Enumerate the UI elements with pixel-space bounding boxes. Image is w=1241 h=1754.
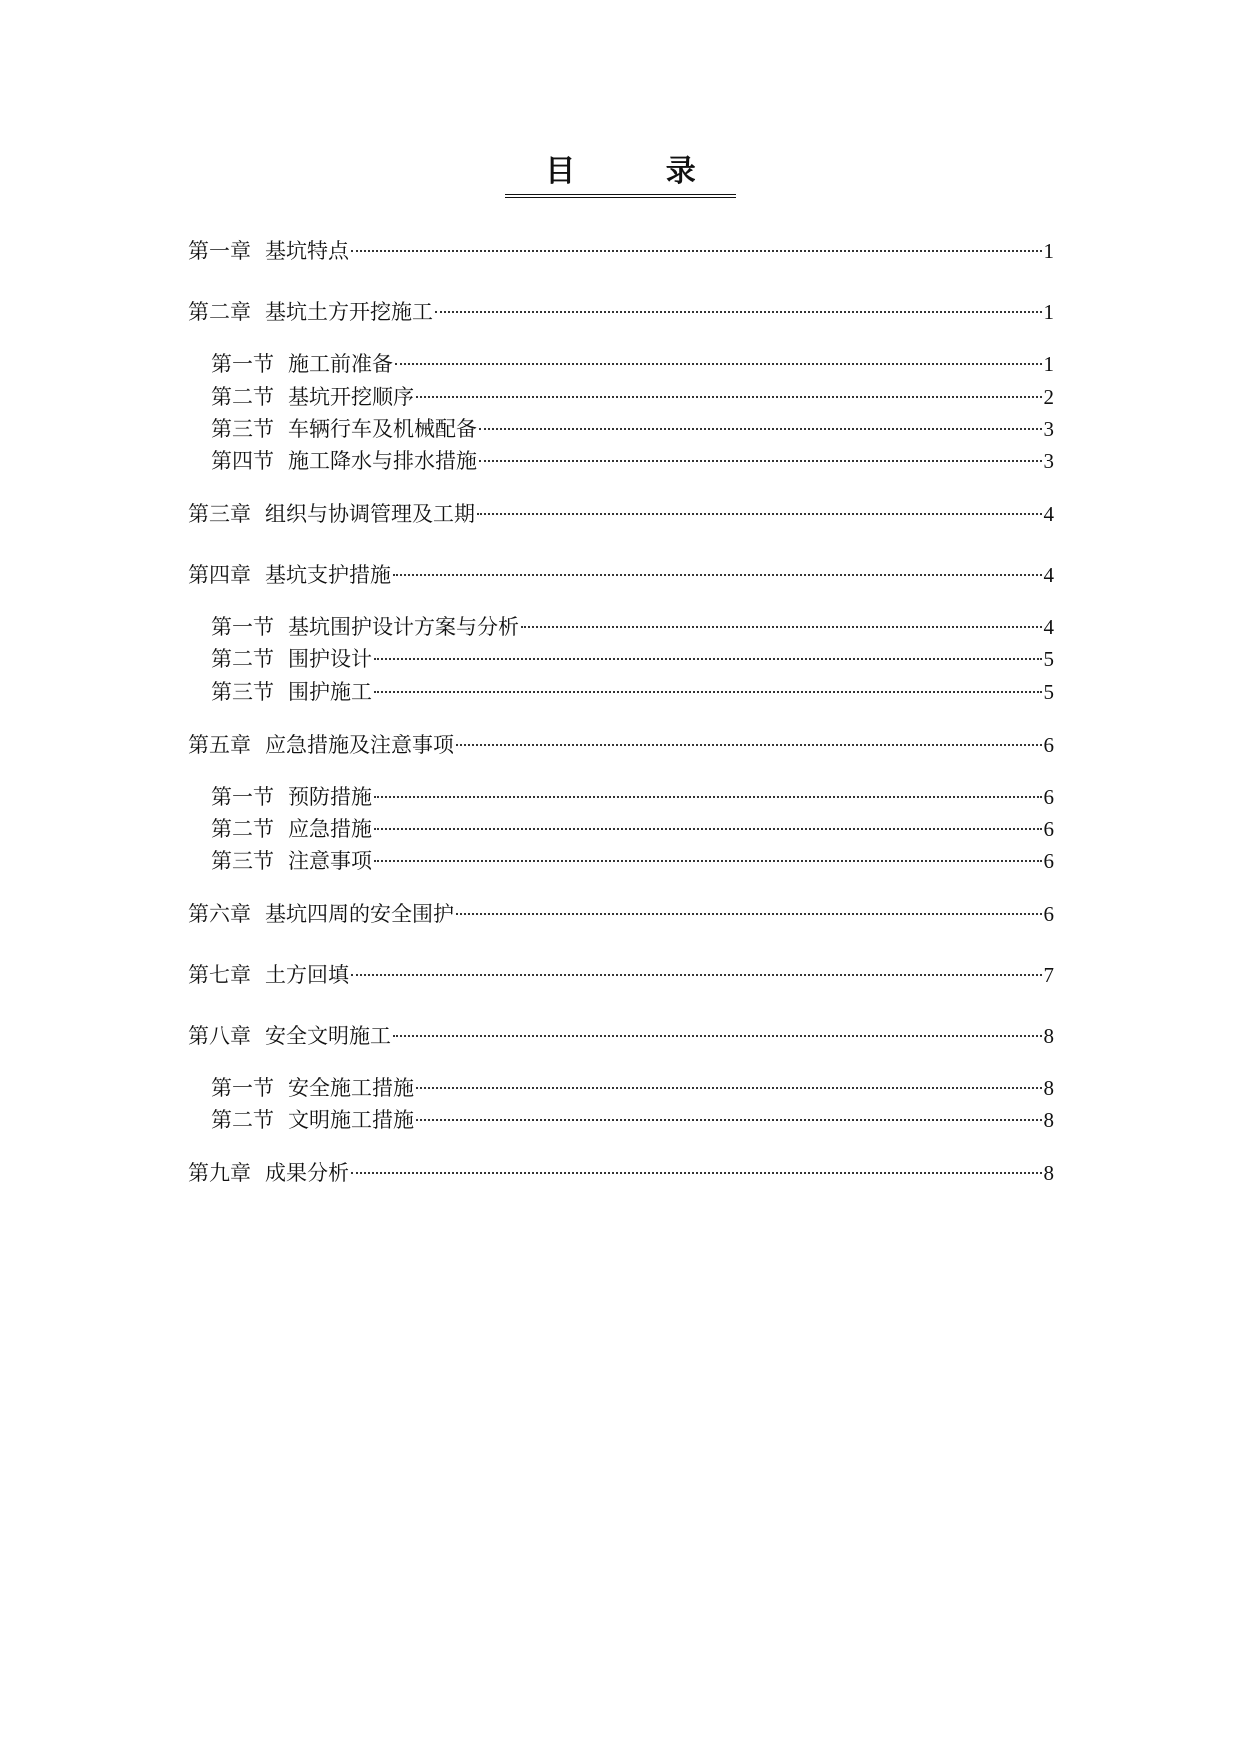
dot-leader [479,460,1042,462]
dot-leader [477,513,1042,515]
toc-entry-number: 第六章 [188,902,251,926]
toc-entry-title: 基坑特点 [265,239,349,263]
toc-entry-page: 1 [1043,300,1054,324]
toc-entry-page: 8 [1043,1108,1054,1132]
toc-entry-title: 组织与协调管理及工期 [265,502,475,526]
toc-entry-title: 预防措施 [288,785,372,809]
toc-entry-number: 第二节 [211,385,274,409]
dot-leader [374,658,1042,660]
toc-entry-page: 8 [1043,1024,1054,1048]
toc-entry-page: 4 [1043,502,1054,526]
toc-title-wrap [0,152,1241,198]
toc-entry-page: 1 [1043,239,1054,263]
toc-entry-number: 第九章 [188,1161,251,1185]
toc-entry-number: 第三节 [211,417,274,441]
toc-entry-section[interactable] [211,1073,1054,1103]
dot-leader [416,1087,1042,1089]
toc-entry-page: 5 [1043,647,1054,671]
toc-entry-number: 第二章 [188,300,251,324]
toc-entry-chapter[interactable] [188,1021,1054,1051]
toc-entry-number: 第二节 [211,1108,274,1132]
toc-entry-title: 文明施工措施 [288,1108,414,1132]
toc-entry-page: 6 [1043,817,1054,841]
toc-entry-page: 3 [1043,449,1054,473]
toc-entry-number: 第三节 [211,680,274,704]
toc-entry-section[interactable] [211,382,1054,412]
toc-entry-title: 施工降水与排水措施 [288,449,477,473]
toc-entry-section[interactable] [211,349,1054,379]
dot-leader [374,691,1042,693]
dot-leader [435,311,1042,313]
toc-entry-title: 注意事项 [288,849,372,873]
toc-entry-page: 3 [1043,417,1054,441]
toc-entry-title: 应急措施 [288,817,372,841]
toc-entry-title: 基坑四周的安全围护 [265,902,454,926]
dot-leader [351,974,1042,976]
toc-entry-page: 5 [1043,680,1054,704]
toc-entry-section[interactable] [211,782,1054,812]
dot-leader [456,744,1042,746]
toc-entry-title: 安全施工措施 [288,1076,414,1100]
toc-entry-title: 基坑土方开挖施工 [265,300,433,324]
toc-entry-chapter[interactable] [188,236,1054,266]
toc-entry-number: 第一节 [211,352,274,376]
dot-leader [521,626,1042,628]
toc-entry-section[interactable] [211,814,1054,844]
dot-leader [374,860,1042,862]
dot-leader [416,396,1042,398]
toc-entry-number: 第一节 [211,1076,274,1100]
toc-entry-section[interactable] [211,677,1054,707]
toc-entry-chapter[interactable] [188,730,1054,760]
toc-entry-title: 基坑支护措施 [265,563,391,587]
toc-entry-number: 第一章 [188,239,251,263]
toc-entry-page: 4 [1043,615,1054,639]
toc-entry-number: 第七章 [188,963,251,987]
dot-leader [351,250,1042,252]
toc-entry-number: 第一节 [211,785,274,809]
toc-entry-title: 车辆行车及机械配备 [288,417,477,441]
toc-entry-number: 第四节 [211,449,274,473]
toc-entry-title: 基坑围护设计方案与分析 [288,615,519,639]
toc-entry-title: 施工前准备 [288,352,393,376]
toc-entry-chapter[interactable] [188,560,1054,590]
toc-entry-number: 第三章 [188,502,251,526]
dot-leader [395,363,1042,365]
toc-entry-page: 6 [1043,733,1054,757]
toc-entry-section[interactable] [211,644,1054,674]
toc-entry-page: 6 [1043,785,1054,809]
dot-leader [479,428,1042,430]
toc-entry-title: 安全文明施工 [265,1024,391,1048]
toc-entry-section[interactable] [211,414,1054,444]
toc-entry-number: 第三节 [211,849,274,873]
toc-entry-page: 1 [1043,352,1054,376]
toc-entry-section[interactable] [211,846,1054,876]
toc-entry-title: 基坑开挖顺序 [288,385,414,409]
toc-entry-page: 4 [1043,563,1054,587]
toc-entry-number: 第四章 [188,563,251,587]
toc-entry-section[interactable] [211,612,1054,642]
dot-leader [393,574,1042,576]
toc-entry-title: 围护设计 [288,647,372,671]
toc-entry-section[interactable] [211,1105,1054,1135]
toc-entry-page: 8 [1043,1076,1054,1100]
dot-leader [456,913,1042,915]
toc-entry-title: 围护施工 [288,680,372,704]
dot-leader [374,828,1042,830]
toc-entry-page: 7 [1043,963,1054,987]
dot-leader [393,1035,1042,1037]
toc-entry-chapter[interactable] [188,499,1054,529]
toc-entry-title: 成果分析 [265,1161,349,1185]
toc-entry-title: 土方回填 [265,963,349,987]
toc-entry-chapter[interactable] [188,297,1054,327]
toc-entry-number: 第二节 [211,817,274,841]
toc-entry-title: 应急措施及注意事项 [265,733,454,757]
toc-entry-page: 2 [1043,385,1054,409]
toc-entry-chapter[interactable] [188,899,1054,929]
toc-entry-number: 第五章 [188,733,251,757]
dot-leader [416,1119,1042,1121]
dot-leader [351,1172,1042,1174]
dot-leader [374,796,1042,798]
toc-entry-section[interactable] [211,446,1054,476]
toc-entry-page: 8 [1043,1161,1054,1185]
toc-entry-number: 第二节 [211,647,274,671]
toc-entry-chapter[interactable] [188,1158,1054,1188]
toc-entry-page: 6 [1043,902,1054,926]
toc-entry-page: 6 [1043,849,1054,873]
toc-entry-number: 第一节 [211,615,274,639]
toc-entry-number: 第八章 [188,1024,251,1048]
toc-title: 目 录 [505,152,735,198]
toc-entry-chapter[interactable] [188,960,1054,990]
